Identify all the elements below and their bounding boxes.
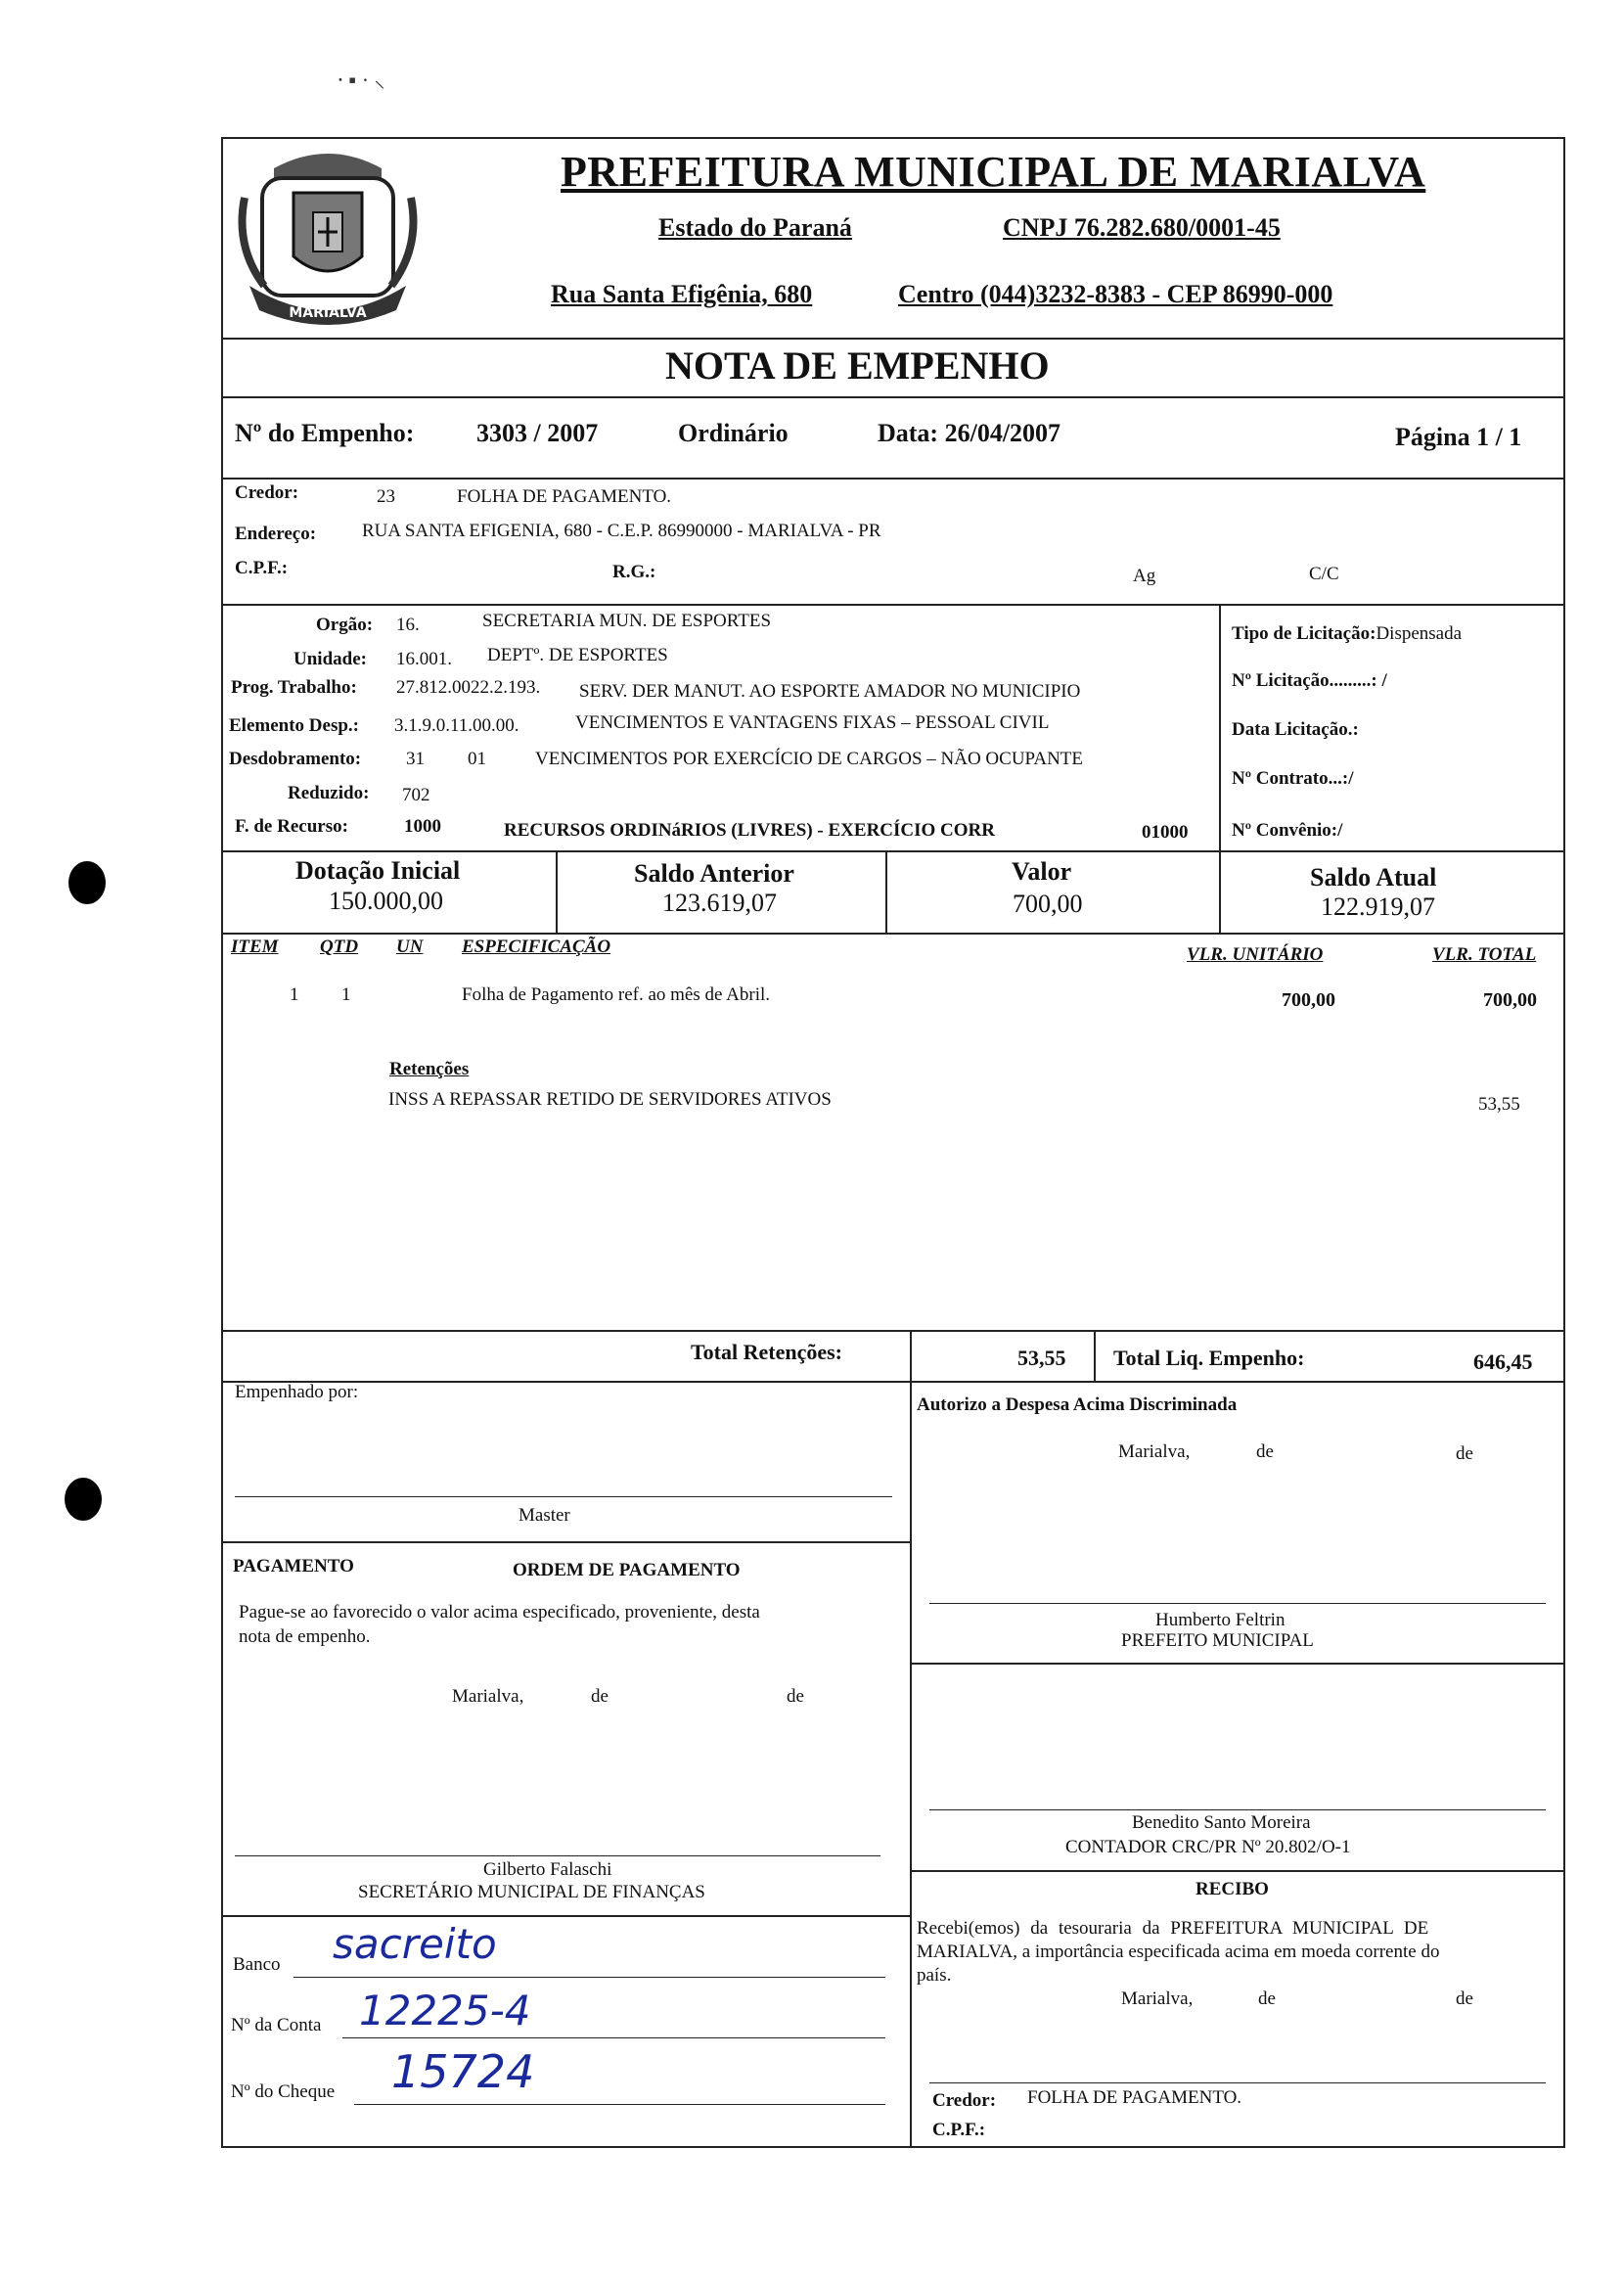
unidade-label: Unidade:: [293, 649, 367, 669]
atual-label: Saldo Atual: [1310, 863, 1437, 891]
unidade: DEPTº. DE ESPORTES: [487, 645, 668, 665]
row-item: 1: [290, 984, 299, 1005]
col-item: ITEM: [231, 937, 279, 957]
signature-line: [929, 1809, 1546, 1810]
divider: [910, 1663, 1565, 1665]
cc-label: C/C: [1309, 564, 1339, 584]
unidade-code: 16.001.: [396, 649, 452, 669]
scan-mark: ⸱ ▪ · ⸜: [338, 68, 385, 92]
licitacao-tipo-label: Tipo de Licitação:: [1232, 623, 1376, 644]
col-espec: ESPECIFICAÇÃO: [462, 937, 611, 957]
dotacao-value: 150.000,00: [329, 887, 443, 915]
total-retencoes-value: 53,55: [1017, 1346, 1066, 1370]
cheque-handwritten: 15724: [391, 2045, 535, 2098]
credor-code: 23: [377, 486, 395, 507]
retencoes-label: Retenções: [389, 1059, 470, 1079]
autorizo-de-1: de: [1256, 1441, 1274, 1462]
signature-line: [929, 2082, 1546, 2083]
signature-line: [929, 1603, 1546, 1604]
seal-text: MARIALVA: [289, 305, 367, 321]
secretario-name: Gilberto Falaschi: [483, 1859, 612, 1880]
cheque-line: [354, 2104, 885, 2105]
signature-line: [235, 1496, 892, 1497]
punch-hole-top: [68, 861, 106, 904]
recurso-num: 01000: [1142, 822, 1189, 843]
recibo-de-2: de: [1456, 1988, 1473, 2009]
prog-label: Prog. Trabalho:: [231, 677, 357, 698]
recibo-local: Marialva,: [1121, 1988, 1194, 2009]
ag-label: Ag: [1133, 566, 1156, 586]
credor-label: Credor:: [235, 482, 299, 503]
row-total: 700,00: [1483, 989, 1537, 1011]
contador-role: CONTADOR CRC/PR Nº 20.802/O-1: [1065, 1837, 1351, 1857]
contador-name: Benedito Santo Moreira: [1132, 1812, 1311, 1833]
recibo-cpf-label: C.P.F.:: [932, 2120, 986, 2140]
orgao-code: 16.: [396, 615, 420, 635]
licitacao-tipo: [1232, 623, 1462, 645]
prog: SERV. DER MANUT. AO ESPORTE AMADOR NO MUNICIPIO: [579, 681, 1081, 702]
cheque-label: Nº do Cheque: [231, 2081, 336, 2102]
divider: [221, 338, 1565, 340]
licitacao-numero: Nº Licitação.........: /: [1232, 670, 1387, 691]
banco-line: [293, 1977, 885, 1978]
col-un: UN: [396, 937, 424, 957]
empenho-number: 3303 / 2007: [476, 419, 599, 447]
divider: [1219, 850, 1221, 933]
divider: [221, 1541, 910, 1543]
desd-label: Desdobramento:: [229, 749, 362, 769]
empenho-type: Ordinário: [678, 419, 789, 447]
desd-code1: 31: [406, 749, 425, 769]
page-title: PREFEITURA MUNICIPAL DE MARIALVA: [561, 148, 1426, 196]
elem: VENCIMENTOS E VANTAGENS FIXAS – PESSOAL CIVIL: [575, 712, 1050, 733]
punch-hole-bottom: [65, 1478, 102, 1521]
atual-value: 122.919,07: [1321, 892, 1435, 921]
divider: [221, 1915, 910, 1917]
total-liq-label: Total Liq. Empenho:: [1113, 1346, 1305, 1370]
divider: [221, 933, 1565, 935]
pagamento-de-2: de: [787, 1686, 804, 1707]
prog-code: 27.812.0022.2.193.: [396, 677, 541, 698]
banco-label: Banco: [233, 1954, 281, 1975]
total-retencoes-label: Total Retenções:: [691, 1340, 842, 1364]
elem-code: 3.1.9.0.11.00.00.: [394, 715, 519, 736]
reduzido-label: Reduzido:: [288, 783, 370, 803]
recibo-text-1: Recebi(emos) da tesouraria da PREFEITURA MUNICIPAL DE: [917, 1918, 1429, 1939]
elem-label: Elemento Desp.:: [229, 715, 359, 736]
desd: VENCIMENTOS POR EXERCÍCIO DE CARGOS – NÃO OCUPANTE: [535, 749, 1084, 769]
page-number: Página 1 / 1: [1395, 423, 1522, 451]
endereco: RUA SANTA EFIGENIA, 680 - C.E.P. 86990000 - MARIALVA - PR: [362, 521, 881, 541]
reduzido: 702: [402, 785, 430, 805]
recibo-title: RECIBO: [1195, 1879, 1269, 1899]
pagamento-de-1: de: [591, 1686, 609, 1707]
divider: [1094, 1330, 1096, 1381]
col-unit: VLR. UNITÁRIO: [1187, 944, 1324, 965]
autorizo-de-2: de: [1456, 1443, 1473, 1464]
orgao-label: Orgão:: [316, 615, 374, 635]
divider: [221, 604, 1565, 606]
total-liq-value: 646,45: [1473, 1349, 1533, 1374]
pagamento-local: Marialva,: [452, 1686, 524, 1707]
valor-value: 700,00: [1013, 890, 1083, 918]
pagamento-label: PAGAMENTO: [233, 1556, 354, 1577]
dotacao-label: Dotação Inicial: [295, 856, 461, 885]
recibo-credor-value: FOLHA DE PAGAMENTO.: [1027, 2087, 1242, 2108]
address-rest: Centro (044)3232-8383 - CEP 86990-000: [898, 280, 1333, 308]
credor-name: FOLHA DE PAGAMENTO.: [457, 486, 672, 507]
cpf-label: C.P.F.:: [235, 558, 289, 578]
col-qtd: QTD: [320, 937, 359, 957]
divider: [221, 396, 1565, 398]
row-qtd: 1: [341, 984, 351, 1005]
secretario-role: SECRETÁRIO MUNICIPAL DE FINANÇAS: [358, 1882, 705, 1902]
recurso: RECURSOS ORDINáRIOS (LIVRES) - EXERCÍCIO CORR: [504, 820, 995, 841]
licitacao-tipo-value: Dispensada: [1376, 623, 1463, 644]
licitacao-contrato: Nº Contrato...:/: [1232, 768, 1354, 789]
endereco-label: Endereço:: [235, 524, 317, 544]
retencao-value: 53,55: [1478, 1094, 1520, 1115]
signature-line: [235, 1855, 880, 1856]
conta-handwritten: 12225-4: [359, 1987, 531, 2034]
orgao: SECRETARIA MUN. DE ESPORTES: [482, 611, 772, 631]
licitacao-convenio: Nº Convênio:/: [1232, 820, 1343, 841]
desd-code2: 01: [468, 749, 486, 769]
licitacao-data: Data Licitação.:: [1232, 719, 1359, 740]
anterior-value: 123.619,07: [662, 889, 777, 917]
divider: [556, 850, 558, 933]
recibo-text-3: país.: [917, 1965, 952, 1986]
divider: [1219, 604, 1221, 850]
divider: [885, 850, 887, 933]
doc-title: NOTA DE EMPENHO: [665, 343, 1050, 388]
divider: [910, 1381, 912, 2148]
divider: [221, 1330, 1565, 1332]
recurso-code: 1000: [404, 816, 441, 837]
prefeito-role: PREFEITO MUNICIPAL: [1121, 1630, 1314, 1651]
divider: [910, 1330, 912, 1381]
empenho-label: Nº do Empenho:: [235, 419, 415, 447]
ordem-label: ORDEM DE PAGAMENTO: [513, 1560, 741, 1580]
pagamento-text-1: Pague-se ao favorecido o valor acima especificado, proveniente, desta: [239, 1602, 760, 1622]
banco-handwritten: sacreito: [333, 1920, 497, 1968]
valor-label: Valor: [1012, 857, 1072, 886]
autorizo-label: Autorizo a Despesa Acima Discriminada: [917, 1394, 1238, 1415]
divider: [221, 478, 1565, 480]
recibo-credor-label: Credor:: [932, 2090, 997, 2111]
state-label: Estado do Paraná: [658, 213, 852, 242]
empenhado-name: Master: [519, 1505, 570, 1526]
divider: [910, 1870, 1565, 1872]
recibo-text-2: MARIALVA, a importância especificada acima em moeda corrente do: [917, 1942, 1440, 1962]
col-total: VLR. TOTAL: [1432, 944, 1537, 965]
pagamento-text-2: nota de empenho.: [239, 1626, 371, 1647]
anterior-label: Saldo Anterior: [634, 859, 794, 888]
recurso-label: F. de Recurso:: [235, 816, 348, 837]
prefeito-name: Humberto Feltrin: [1155, 1610, 1286, 1630]
cnpj: CNPJ 76.282.680/0001-45: [1003, 213, 1281, 242]
coat-of-arms: [235, 139, 421, 330]
divider: [221, 850, 1565, 852]
rg-label: R.G.:: [612, 562, 656, 582]
empenhado-label: Empenhado por:: [235, 1382, 359, 1402]
retencao-desc: INSS A REPASSAR RETIDO DE SERVIDORES ATIVOS: [388, 1089, 832, 1110]
autorizo-local: Marialva,: [1118, 1441, 1191, 1462]
empenho-date: Data: 26/04/2007: [878, 419, 1061, 447]
recibo-de-1: de: [1258, 1988, 1276, 2009]
row-unit: 700,00: [1282, 989, 1335, 1011]
divider: [221, 1381, 1565, 1383]
address: Rua Santa Efigênia, 680: [551, 280, 813, 308]
conta-label: Nº da Conta: [231, 2015, 322, 2035]
row-desc: Folha de Pagamento ref. ao mês de Abril.: [462, 984, 771, 1005]
conta-line: [342, 2037, 885, 2038]
